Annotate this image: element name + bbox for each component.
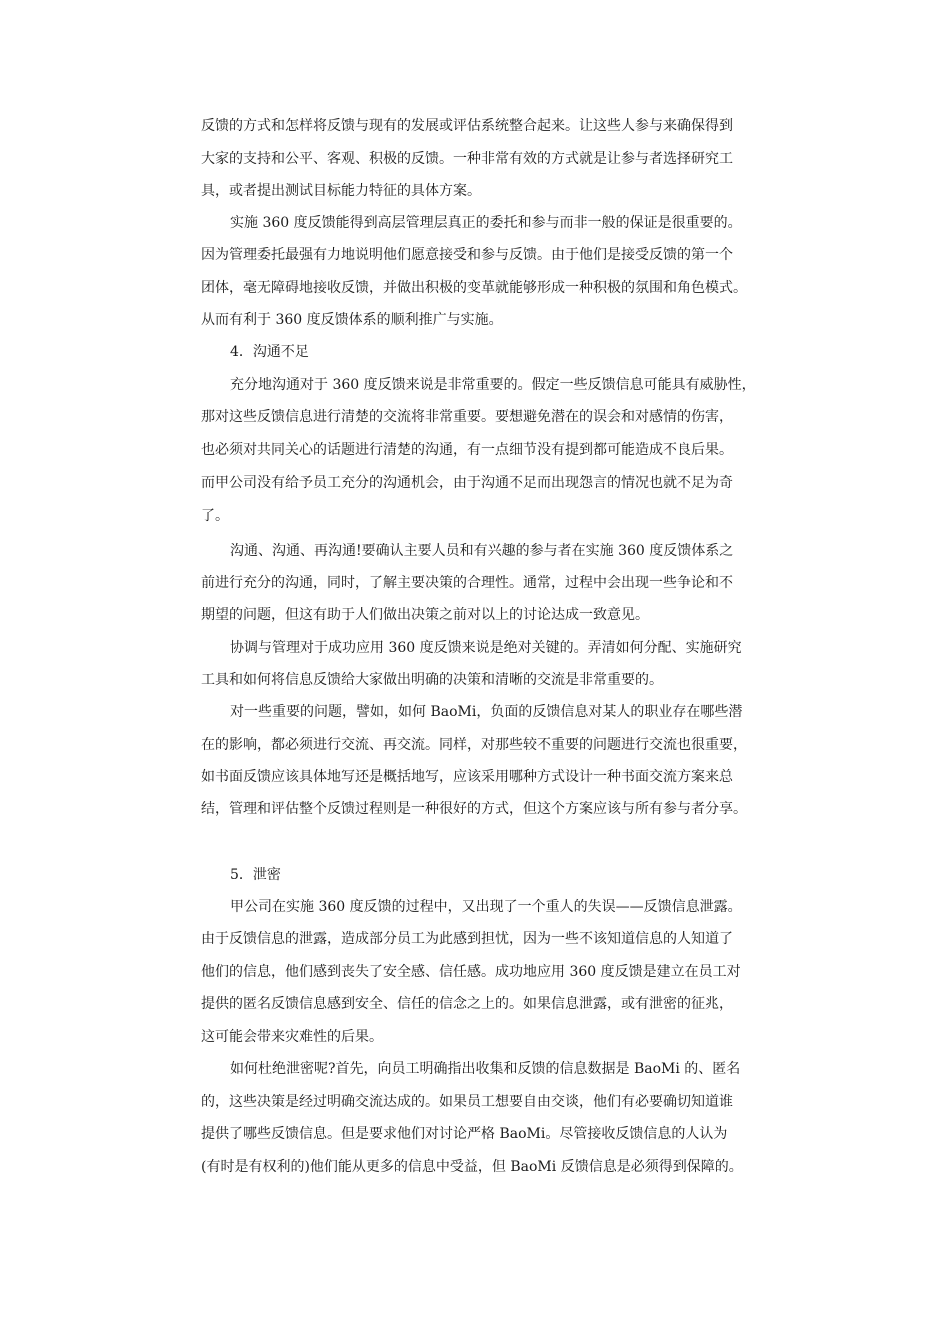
text-line: 由于反馈信息的泄露，造成部分员工为此感到担忧，因为一些不该知道信息的人知道了 bbox=[201, 931, 733, 947]
text-line: 大家的支持和公平、客观、积极的反馈。一种非常有效的方式就是让参与者选择研究工 bbox=[201, 151, 733, 167]
paragraph-first-line: 沟通、沟通、再沟通!要确认主要人员和有兴趣的参与者在实施 360 度反馈体系之 bbox=[230, 543, 734, 559]
text-line: 也必须对共同关心的话题进行清楚的沟通，有一点细节没有提到都可能造成不良后果。 bbox=[201, 442, 733, 458]
text-line: 从而有利于 360 度反馈体系的顺利推广与实施。 bbox=[201, 312, 503, 328]
text-line: 了。 bbox=[201, 508, 229, 524]
text-line: 前进行充分的沟通，同时，了解主要决策的合理性。通常，过程中会出现一些争论和不 bbox=[201, 575, 733, 591]
text-line: 提供的匿名反馈信息感到安全、信任的信念之上的。如果信息泄露，或有泄密的征兆， bbox=[201, 996, 733, 1012]
paragraph-first-line: 实施 360 度反馈能得到高层管理层真正的委托和参与而非一般的保证是很重要的。 bbox=[230, 215, 742, 231]
paragraph-first-line: 如何杜绝泄密呢?首先，向员工明确指出收集和反馈的信息数据是 BaoMi 的、匿名 bbox=[230, 1061, 741, 1077]
text-line: 工具和如何将信息反馈给大家做出明确的决策和清晰的交流是非常重要的。 bbox=[201, 672, 663, 688]
text-line: 那对这些反馈信息进行清楚的交流将非常重要。要想避免潜在的误会和对感情的伤害， bbox=[201, 409, 733, 425]
text-line: 在的影响，都必须进行交流、再交流。同样，对那些较不重要的问题进行交流也很重要， bbox=[201, 737, 747, 753]
paragraph-first-line: 充分地沟通对于 360 度反馈来说是非常重要的。假定一些反馈信息可能具有威胁性， bbox=[230, 377, 756, 393]
section-heading-5: 5．泄密 bbox=[230, 867, 281, 883]
text-line: 因为管理委托最强有力地说明他们愿意接受和参与反馈。由于他们是接受反馈的第一个 bbox=[201, 247, 733, 263]
text-line: 他们的信息，他们感到丧失了安全感、信任感。成功地应用 360 度反馈是建立在员工对 bbox=[201, 964, 741, 980]
paragraph-first-line: 对一些重要的问题，譬如，如何 BaoMi，负面的反馈信息对某人的职业存在哪些潜 bbox=[230, 704, 743, 720]
text-line: 如书面反馈应该具体地写还是概括地写，应该采用哪种方式设计一种书面交流方案来总 bbox=[201, 769, 733, 785]
text-line: 而甲公司没有给予员工充分的沟通机会，由于沟通不足而出现怨言的情况也就不足为奇 bbox=[201, 475, 733, 491]
paragraph-first-line: 甲公司在实施 360 度反馈的过程中，又出现了一个重人的失误——反馈信息泄露。 bbox=[230, 899, 742, 915]
text-line: 的，这些决策是经过明确交流达成的。如果员工想要自由交谈，他们有必要确切知道谁 bbox=[201, 1094, 733, 1110]
paragraph-first-line: 协调与管理对于成功应用 360 度反馈来说是绝对关键的。弄清如何分配、实施研究 bbox=[230, 640, 742, 656]
text-line: 团体，毫无障碍地接收反馈，并做出积极的变革就能够形成一种积极的氛围和角色模式。 bbox=[201, 280, 747, 296]
text-line: 具，或者提出测试目标能力特征的具体方案。 bbox=[201, 183, 481, 199]
text-line: 期望的问题，但这有助于人们做出决策之前对以上的讨论达成一致意见。 bbox=[201, 607, 649, 623]
text-line: 提供了哪些反馈信息。但是要求他们对讨论严格 BaoMi。尽管接收反馈信息的人认为 bbox=[201, 1126, 728, 1142]
text-line: 反馈的方式和怎样将反馈与现有的发展或评估系统整合起来。让这些人参与来确保得到 bbox=[201, 118, 733, 134]
text-line: 这可能会带来灾难性的后果。 bbox=[201, 1029, 383, 1045]
text-line: (有时是有权利的)他们能从更多的信息中受益，但 BaoMi 反馈信息是必须得到保障的。 bbox=[201, 1159, 743, 1175]
text-line: 结，管理和评估整个反馈过程则是一种很好的方式，但这个方案应该与所有参与者分享。 bbox=[201, 801, 747, 817]
section-heading-4: 4．沟通不足 bbox=[230, 344, 309, 360]
